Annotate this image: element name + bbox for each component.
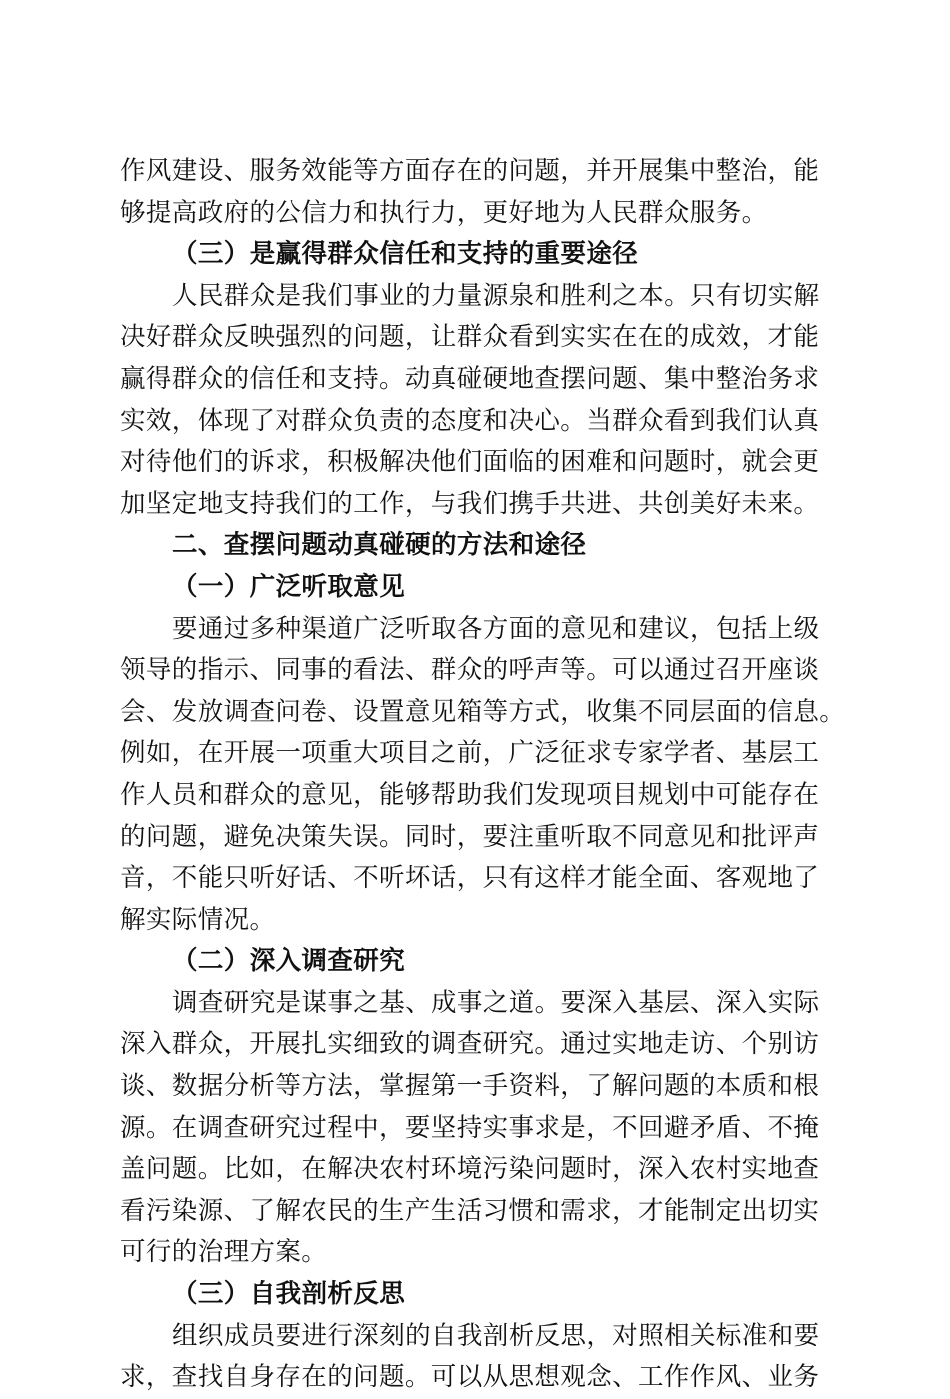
body-text-line: 可行的治理方案。 [120, 1237, 328, 1268]
paragraph-first-line: 要通过多种渠道广泛听取各方面的意见和建议，包括上级 [172, 613, 820, 644]
body-text-line: 谈、数据分析等方法，掌握第一手资料，了解问题的本质和根 [120, 1071, 820, 1102]
body-text-line: 会、发放调查问卷、设置意见箱等方式，收集不同层面的信息。 [120, 696, 846, 727]
body-text-line: 的问题，避免决策失误。同时，要注重听取不同意见和批评声 [120, 821, 820, 852]
subsection-heading: （一）广泛听取意见 [172, 571, 406, 602]
subsection-heading: （三）自我剖析反思 [172, 1279, 406, 1310]
body-text-line: 例如，在开展一项重大项目之前，广泛征求专家学者、基层工 [120, 738, 820, 769]
body-text-line: 决好群众反映强烈的问题，让群众看到实实在在的成效，才能 [120, 322, 820, 353]
paragraph-first-line: 组织成员要进行深刻的自我剖析反思，对照相关标准和要 [172, 1320, 820, 1351]
body-text-line: 够提高政府的公信力和执行力，更好地为人民群众服务。 [120, 197, 768, 228]
body-text-line: 作人员和群众的意见，能够帮助我们发现项目规划中可能存在 [120, 779, 820, 810]
subsection-heading: （三）是赢得群众信任和支持的重要途径 [172, 239, 639, 270]
body-text-line: 对待他们的诉求，积极解决他们面临的困难和问题时，就会更 [120, 447, 820, 478]
body-text-line: 解实际情况。 [120, 904, 276, 935]
section-heading: 二、查摆问题动真碰硬的方法和途径 [172, 530, 587, 561]
body-text-line: 求，查找自身存在的问题。可以从思想观念、工作作风、业务 [120, 1362, 820, 1393]
body-text-line: 作风建设、服务效能等方面存在的问题，并开展集中整治，能 [120, 156, 820, 186]
paragraph-first-line: 调查研究是谋事之基、成事之道。要深入基层、深入实际 [172, 987, 820, 1018]
paragraph-first-line: 人民群众是我们事业的力量源泉和胜利之本。只有切实解 [172, 280, 820, 311]
document-page [120, 151, 846, 1399]
body-text-line: 加坚定地支持我们的工作，与我们携手共进、共创美好未来。 [120, 488, 820, 519]
body-text-line: 源。在调查研究过程中，要坚持实事求是，不回避矛盾、不掩 [120, 1112, 820, 1143]
body-text-line: 实效，体现了对群众负责的态度和决心。当群众看到我们认真 [120, 405, 820, 436]
subsection-heading: （二）深入调查研究 [172, 946, 406, 977]
body-text-line: 领导的指示、同事的看法、群众的呼声等。可以通过召开座谈 [120, 655, 820, 686]
body-text-line: 看污染源、了解农民的生产生活习惯和需求，才能制定出切实 [120, 1195, 820, 1226]
body-text-line: 深入群众，开展扎实细致的调查研究。通过实地走访、个别访 [120, 1029, 820, 1060]
body-text-line: 盖问题。比如，在解决农村环境污染问题时，深入农村实地查 [120, 1154, 820, 1185]
body-text-line: 音，不能只听好话、不听坏话，只有这样才能全面、客观地了 [120, 863, 820, 894]
body-text-line: 赢得群众的信任和支持。动真碰硬地查摆问题、集中整治务求 [120, 363, 820, 394]
